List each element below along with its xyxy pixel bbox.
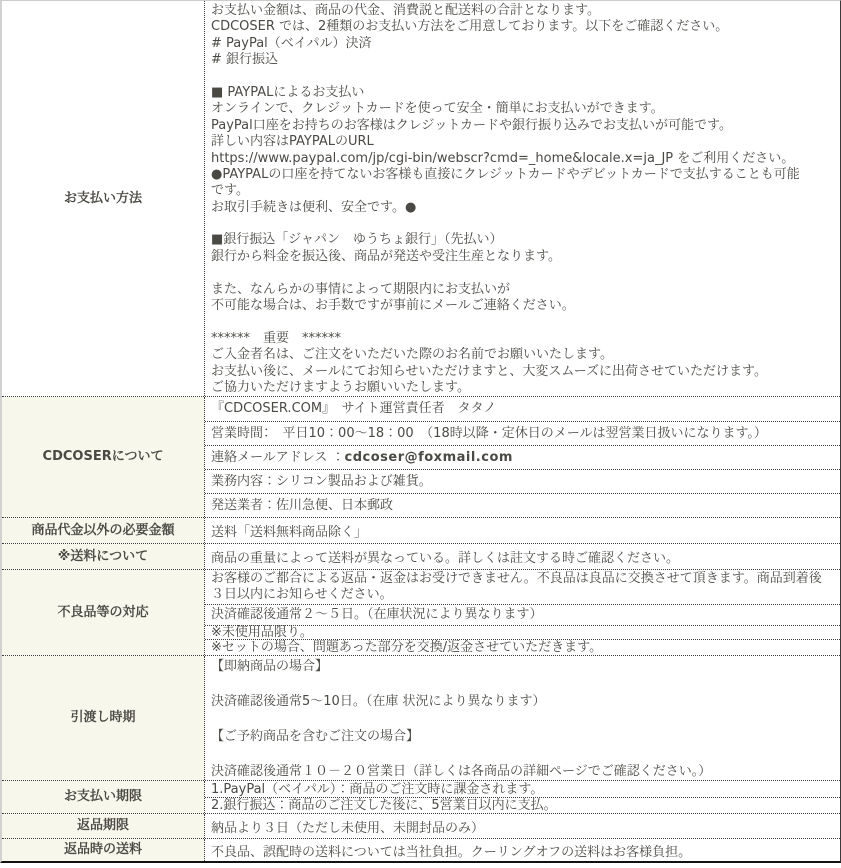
blank-line	[211, 314, 834, 330]
return-deadline-content: 納品より３日（ただし未使用、未開封品のみ）	[211, 820, 485, 836]
text-line: 詳しい内容はPAYPALのURL	[211, 134, 374, 150]
text-line: # PayPal（ベイパル）決済	[211, 35, 372, 51]
delivery-timing-content	[205, 656, 840, 780]
row-header-return-shipping-cost: 返品時の送料	[2, 839, 205, 861]
paypal-deadline-line: 1.PayPal（ベイパル）：商品のご注文時に課金されます。	[211, 781, 544, 797]
text-line: 不可能な場合は、お手数ですが事前にメールご連絡ください。	[211, 298, 575, 314]
blank-line	[211, 69, 834, 85]
table-row-return-shipping-cost	[2, 838, 840, 861]
text-line: PayPal口座をお持ちのお客様はクレジットカードや銀行振り込みでお支払いが可能です。	[211, 117, 732, 133]
contact-email-line	[205, 445, 840, 469]
text-line: です。	[211, 183, 249, 199]
table-row-payment-method	[2, 1, 840, 396]
text-line: また、なんらかの事情によって期限内にお支払いが	[211, 281, 511, 297]
table-row-payment-deadline	[2, 780, 840, 813]
contact-email: cdcoser@foxmail.com	[344, 449, 513, 465]
text-line: お支払い後に、メールにてお知らせいただけますと、大変スムーズに出荷させていただけます。	[211, 363, 768, 379]
table-row-extra-fees	[2, 517, 840, 543]
text-line: ご協力いただけますようお願いいたします。	[211, 379, 470, 395]
row-header-payment-method: お支払い方法	[2, 1, 205, 396]
contact-email-label: 連絡メールアドレス ：	[211, 449, 345, 465]
blank-line	[211, 676, 834, 693]
row-header-shipping-fee-note: ※送料について	[2, 544, 205, 569]
table-row-return-deadline	[2, 813, 840, 838]
paypal-url-text: https://www.paypal.com/jp/cgi-bin/webscr?cmd=_home&locale.x=ja_JP をご利用ください。	[211, 150, 795, 166]
table-row-delivery-timing	[2, 655, 840, 780]
return-shipping-cost-content: 不良品、誤配時の送料については当社負担。クーリングオフの送料はお客様負担。	[211, 844, 692, 860]
processing-time-line: 決済確認後通常２～５日。（在庫状況により異なります）	[205, 604, 840, 625]
row-header-delivery-timing: 引渡し時期	[2, 656, 205, 780]
payment-method-content	[205, 1, 840, 396]
text-line: 【ご予約商品を含むご注文の場合】	[211, 728, 420, 744]
set-exchange-line: ※セットの場合、問題あった部分を交換/返金させていただきます。	[205, 639, 840, 655]
table-row-about-cdcoser	[2, 396, 840, 517]
blank-line	[211, 711, 834, 728]
site-owner-line: 『CDCOSER.COM』 サイト運営責任者 タタノ	[211, 401, 497, 417]
row-header-payment-deadline: お支払い期限	[2, 781, 205, 813]
about-cdcoser-content	[205, 397, 840, 517]
text-line: 【即納商品の場合】	[211, 659, 329, 675]
text-line: お取引手続きは便利、安全です。●	[211, 199, 417, 215]
blank-line	[211, 265, 834, 281]
bank-deadline-line: 2.銀行振込：商品のご注文した後に、5営業日以内に支払。	[205, 797, 840, 813]
text-line: 決済確認後通常１０－２０営業日（詳しくは各商品の詳細ページでご確認ください。）	[211, 763, 712, 779]
unused-only-line: ※未使用品限り。	[205, 625, 840, 639]
blank-line	[211, 745, 834, 762]
shipping-carrier-line: 発送業者：佐川急便、日本郵政	[205, 493, 840, 517]
row-header-extra-fees: 商品代金以外の必要金額	[2, 518, 205, 543]
extra-fees-content: 送料「送料無料商品除く」	[211, 525, 368, 541]
text-line: ■銀行振込「ジャパン ゆうちょ銀行」（先払い）	[211, 232, 503, 248]
blank-line	[211, 216, 834, 232]
shipping-fee-note-content: 商品の重量によって送料が異なっている。詳しくは註文する時ご確認ください。	[211, 551, 680, 567]
important-marker-line: ****** 重要 ******	[211, 330, 342, 346]
text-line: 決済確認後通常5～10日。（在庫 状況により異なります）	[211, 694, 546, 710]
text-line: ■ PAYPALによるお支払い	[211, 84, 365, 100]
text-line: # 銀行振込	[211, 52, 279, 68]
return-policy-line: お客様のご都合による返品・返金はお受けできません。不良品は良品に交換させて頂きます。商品到着後３日以内にお知らせください。	[211, 571, 822, 603]
row-header-about-cdcoser: CDCOSERについて	[2, 397, 205, 517]
business-description-line: 業務内容：シリコン製品および雑貨。	[205, 469, 840, 493]
payment-deadline-content	[205, 781, 840, 813]
text-line: オンラインで、クレジットカードを使って安全・簡単にお支払いができます。	[211, 101, 664, 117]
text-line: CDCOSER では、2種類のお支払い方法をご用意しております。以下をご確認ください。	[211, 19, 729, 35]
table-row-defective-items	[2, 569, 840, 655]
business-hours-line: 営業時間： 平日10：00～18：00 （18時以降・定休日のメールは翌営業日扱いになります。）	[205, 421, 840, 445]
text-line: お支払い金額は、商品の代金、消費説と配送料の合計となります。	[211, 3, 600, 18]
table-row-shipping-fee-note	[2, 543, 840, 569]
text-line: ご入金者名は、ご注文をいただいた際のお名前でお願いいたします。	[211, 347, 613, 363]
row-header-defective-items: 不良品等の対応	[2, 570, 205, 655]
text-line: ●PAYPALの口座を持てないお客様も直接にクレジットカードやデビットカードで支払することも可能	[211, 166, 800, 182]
row-header-return-deadline: 返品期限	[2, 814, 205, 838]
text-line: 銀行から料金を振込後、商品が発送や受注生産となります。	[211, 248, 561, 264]
defective-items-content	[205, 570, 840, 655]
